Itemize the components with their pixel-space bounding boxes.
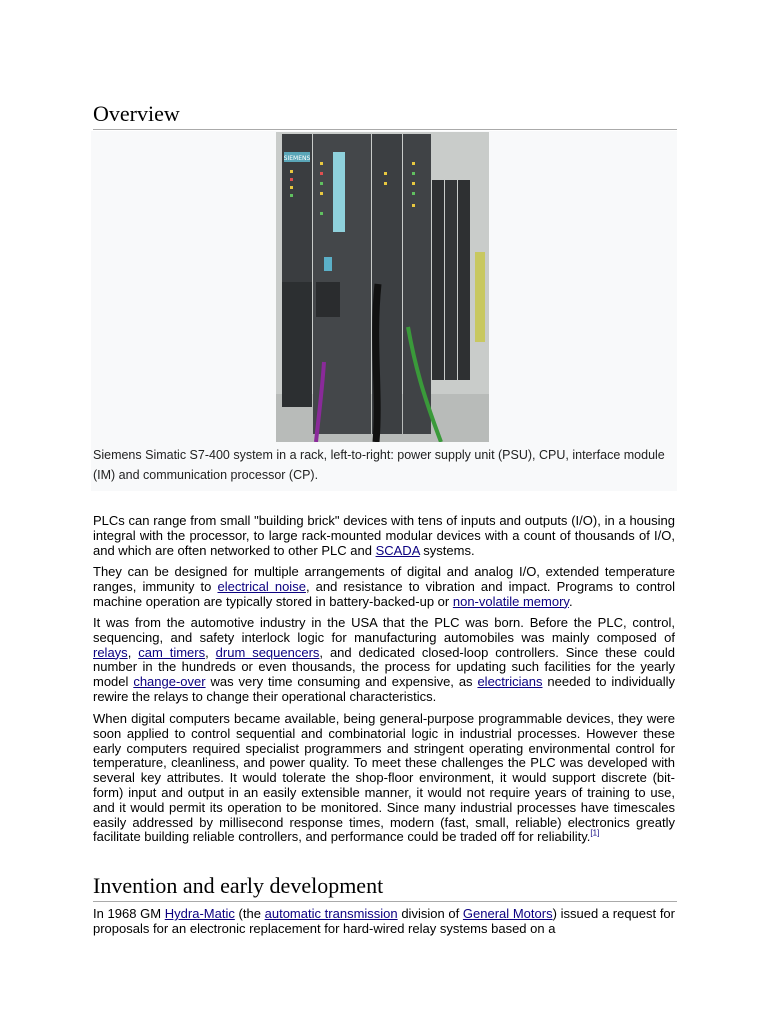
paragraph-design xyxy=(93,565,675,609)
cpu-key xyxy=(324,257,332,271)
text-span: When digital computers became available, being general-purpose programmable devices, they were soon applied to control sequential and combinatorial logic in industrial processes. However these early computers required specialist programmers and stringent operating environmental control for temperature, cleanliness, and power quality. To meet these challenges the PLC was developed with several key attributes. It would tolerate the shop-floor environment, it would support discrete (bit-form) input and output in an easily extensible manner, it would not require years of training to use, and it would permit its operation to be monitored. Since many industrial processes have timescales easily addressed by millisecond response times, modern (fast, small, reliable) electronics greatly facilitate building reliable controllers, and performance could be traded off for reliability. xyxy=(93,711,675,845)
text-span: needed to individually rewire the relays to change their operational characteristics. xyxy=(93,674,675,704)
text-span: They can be designed for multiple arrangements of digital and analog I/O, extended temperature ranges, immunity to xyxy=(93,564,675,594)
link-relays[interactable]: relays xyxy=(93,644,128,660)
io-module-2 xyxy=(445,180,457,380)
text-span: systems. xyxy=(419,542,475,558)
section-heading-overview: Overview xyxy=(93,101,677,130)
figure xyxy=(91,131,677,491)
text-span: , xyxy=(127,644,139,660)
text-span: PLCs can range from small "building brick" devices with tens of inputs and outputs (I/O), in a housing integral with the processor, to large rack-mounted modular devices with a count of thousands of I/O, and which are often networked to other PLC and xyxy=(93,513,675,558)
text-span: , and dedicated closed-loop controllers. Since these could number in the hundreds or even thousands, the process for updating such facilities for the yearly model xyxy=(93,644,675,690)
cp-module xyxy=(403,134,431,434)
link-cam-timers[interactable]: cam timers xyxy=(138,644,206,660)
link-automatic-transmission[interactable]: automatic transmission xyxy=(264,906,398,921)
text-span: . xyxy=(568,593,573,609)
text-span: ) issued a request for proposals for an electronic replacement for hard-wired relay systems based on a xyxy=(93,906,675,936)
text-span: It was from the automotive industry in the USA that the PLC was born. Before the PLC, control, sequencing, and safety interlock logic for manufacturing automobiles was mainly composed of xyxy=(93,615,675,645)
link-scada[interactable]: SCADA xyxy=(375,542,420,558)
link-non-volatile-memory[interactable]: non-volatile memory xyxy=(452,593,569,609)
link-electrical-noise[interactable]: electrical noise xyxy=(217,578,306,594)
paragraph-plc-range xyxy=(93,514,675,558)
text-span: division of xyxy=(397,906,463,921)
plc-rack-photo[interactable] xyxy=(276,132,489,442)
siemens-logo: SIEMENS xyxy=(283,155,311,162)
cpu-display xyxy=(333,152,345,232)
reference-1[interactable]: [1] xyxy=(590,829,600,839)
text-span: , xyxy=(205,644,216,660)
link-electricians[interactable]: electricians xyxy=(477,674,543,690)
link-change-over[interactable]: change-over xyxy=(133,674,206,690)
io-module-1 xyxy=(432,180,444,380)
text-span: (the xyxy=(234,906,265,921)
link-hydra-matic[interactable]: Hydra-Matic xyxy=(164,906,235,921)
paragraph-automotive xyxy=(93,616,675,705)
text-span: was very time consuming and expensive, as xyxy=(205,674,478,690)
text-span: , and resistance to vibration and impact. Programs to control machine operation are typically stored in battery-backed-up or xyxy=(93,578,676,609)
io-module-3 xyxy=(458,180,470,380)
black-cable xyxy=(376,284,378,442)
paragraph-1968-gm xyxy=(93,907,675,937)
link-drum-sequencers[interactable]: drum sequencers xyxy=(215,644,320,660)
figure-caption: Siemens Simatic S7-400 system in a rack, left-to-right: power supply unit (PSU), CPU, interface module (IM) and communication processor (CP). xyxy=(93,448,665,482)
text-span: In 1968 GM xyxy=(93,906,165,921)
psu-lower xyxy=(282,282,312,407)
plc-rack-illustration xyxy=(276,132,489,442)
cpu-port xyxy=(316,282,340,317)
section-heading-invention: Invention and early development xyxy=(93,873,677,902)
paragraph-digital-computers xyxy=(93,712,675,845)
terminal-strip xyxy=(475,252,485,342)
link-general-motors[interactable]: General Motors xyxy=(462,906,553,921)
